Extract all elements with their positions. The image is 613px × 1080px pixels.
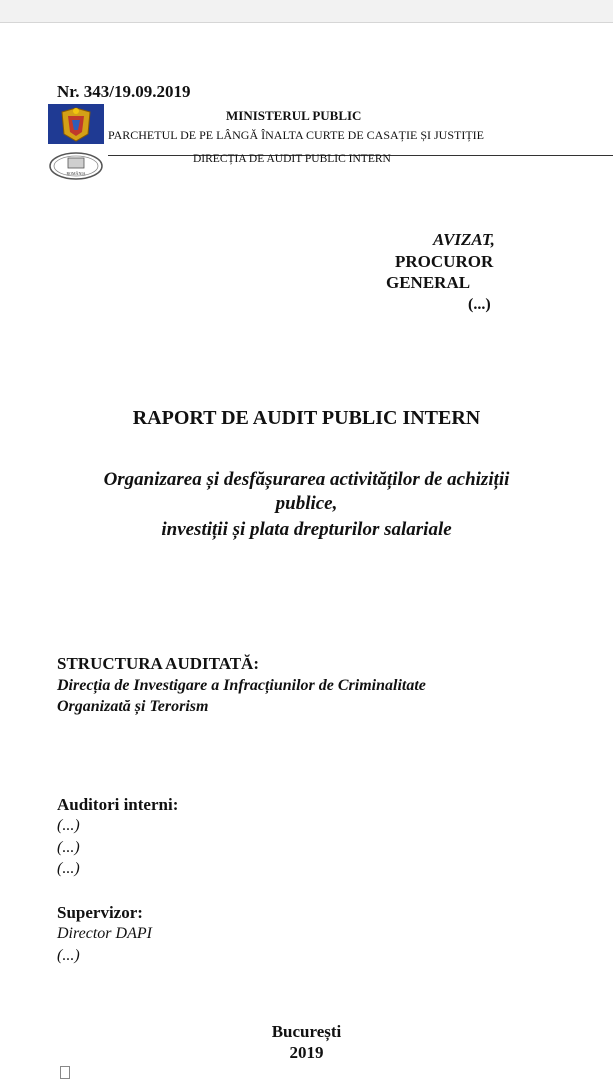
seal-caption: ROMÂNIA: [66, 171, 86, 176]
directorate-name: DIRECȚIA DE AUDIT PUBLIC INTERN: [193, 153, 391, 165]
auditor-name: (...): [57, 817, 80, 834]
viewer-top-bar: [0, 0, 613, 23]
report-subtitle-line-1: Organizarea și desfășurarea activităților de achiziții: [103, 469, 510, 490]
approval-label: AVIZAT,: [433, 230, 495, 249]
audited-structure-heading: STRUCTURA AUDITATĂ:: [57, 654, 259, 673]
supervisor-heading: Supervizor:: [57, 903, 143, 922]
approval-general: GENERAL: [386, 273, 471, 292]
placeholder-glyph-icon: [60, 1066, 70, 1079]
auditor-name: (...): [57, 860, 80, 877]
audited-structure-line-2: Organizată și Terorism: [57, 698, 209, 715]
approval-procuror: PROCUROR: [395, 252, 494, 271]
supervisor-name: (...): [57, 947, 80, 964]
institution-seal-icon: [48, 151, 104, 181]
ministry-name: MINISTERUL PUBLIC: [226, 108, 362, 123]
report-subtitle-line-3: investiții și plata drepturilor salariale: [161, 519, 452, 540]
auditor-name: (...): [57, 839, 80, 856]
institution-name: PARCHETUL DE PE LÂNGĂ ÎNALTA CURTE DE CASAȚIE ȘI JUSTIȚIE: [108, 128, 484, 142]
coat-of-arms-icon: [48, 104, 104, 144]
year-of-issue: 2019: [289, 1043, 324, 1062]
audited-structure-line-1: Direcția de Investigare a Infracțiunilor de Criminalitate: [57, 677, 426, 694]
document-number: Nr. 343/19.09.2019: [57, 82, 191, 101]
approval-name: (...): [468, 296, 491, 313]
place-of-issue: București: [271, 1022, 342, 1041]
supervisor-role: Director DAPI: [57, 925, 152, 942]
report-title: RAPORT DE AUDIT PUBLIC INTERN: [132, 407, 481, 429]
auditors-heading: Auditori interni:: [57, 795, 179, 814]
report-subtitle-line-2: publice,: [275, 493, 338, 514]
